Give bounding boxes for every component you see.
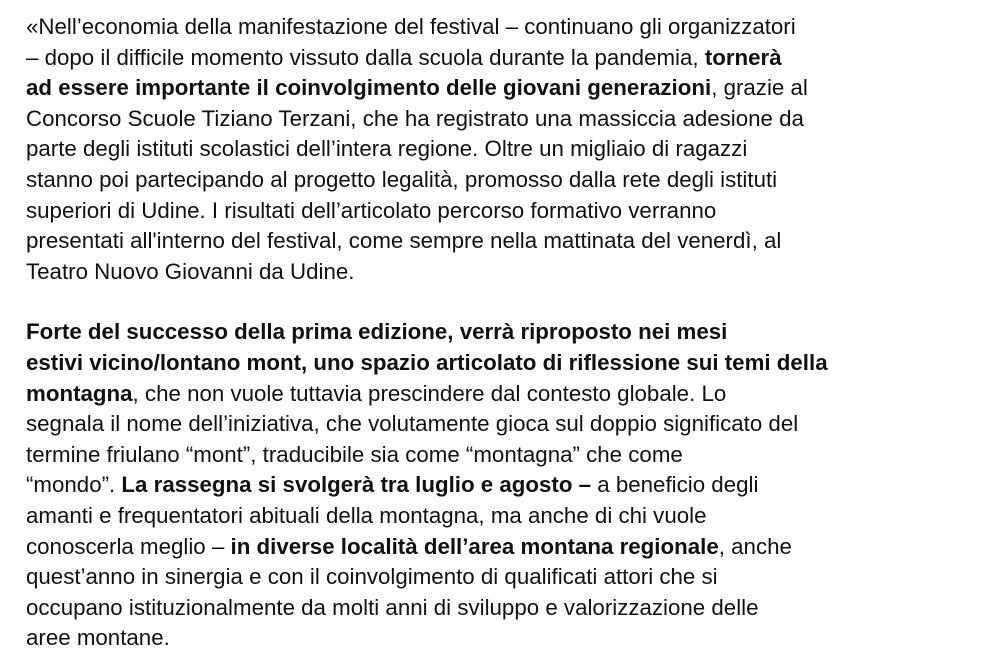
text-line [26, 440, 985, 471]
bold-text-segment: La rassegna si svolgerà tra luglio e agosto – [121, 472, 592, 498]
text-segment: segnala il nome dell’iniziativa, che volutamente gioca sul doppio significato del [26, 411, 799, 437]
text-line [26, 470, 985, 501]
text-line [26, 409, 985, 440]
bold-text-segment: Forte del successo della prima edizione, verrà riproposto nei mesi [26, 319, 728, 345]
bold-text-segment: estivi vicino/lontano mont, uno spazio articolato di riflessione sui temi della [26, 349, 828, 375]
text-segment: , che non vuole tuttavia prescindere dal contesto globale. Lo [132, 380, 727, 406]
article-body [26, 12, 985, 654]
text-line [26, 379, 985, 410]
text-line [26, 348, 985, 379]
text-line [26, 532, 985, 563]
text-segment: – dopo il difficile momento vissuto dalla scuola durante la pandemia, [26, 44, 705, 70]
text-segment: stanno poi partecipando al progetto legalità, promosso dalla rete degli istituti [26, 166, 778, 192]
text-segment: termine friulano “mont”, traducibile sia come “montagna” che come [26, 441, 683, 467]
paragraph-2 [26, 317, 985, 654]
text-segment: amanti e frequentatori abituali della montagna, ma anche di chi vuole [26, 502, 707, 528]
text-segment: a beneficio degli [591, 472, 759, 498]
text-line [26, 12, 985, 43]
text-segment: presentati all'interno del festival, come sempre nella mattinata del venerdì, al [26, 228, 782, 254]
bold-text-segment: montagna [26, 380, 133, 406]
text-line [26, 104, 985, 135]
text-line [26, 43, 985, 74]
text-line [26, 593, 985, 624]
text-segment: parte degli istituti scolastici dell’intera regione. Oltre un migliaio di ragazzi [26, 136, 748, 162]
text-segment: aree montane. [26, 625, 170, 651]
text-segment: , grazie al [711, 75, 808, 101]
text-segment: conoscerla meglio – [26, 533, 231, 559]
text-line [26, 257, 985, 288]
text-segment: Concorso Scuole Tiziano Terzani, che ha registrato una massiccia adesione da [26, 105, 804, 131]
text-line [26, 73, 985, 104]
bold-text-segment: ad essere importante il coinvolgimento delle giovani generazioni [26, 75, 712, 101]
text-line [26, 134, 985, 165]
text-line [26, 501, 985, 532]
text-segment: «Nell’economia della manifestazione del festival – continuano gli organizzatori [26, 14, 796, 39]
text-segment: “mondo”. [26, 472, 122, 498]
text-line [26, 196, 985, 227]
text-segment: Teatro Nuovo Giovanni da Udine. [26, 258, 355, 284]
text-line [26, 562, 985, 593]
text-line [26, 623, 985, 654]
text-segment: quest’anno in sinergia e con il coinvolgimento di qualificati attori che si [26, 564, 718, 590]
text-segment: , anche [718, 533, 792, 559]
text-line [26, 165, 985, 196]
bold-text-segment: in diverse località dell’area montana regionale [230, 533, 719, 559]
text-segment: superiori di Udine. I risultati dell’articolato percorso formativo verranno [26, 197, 717, 223]
text-line [26, 317, 985, 348]
bold-text-segment: tornerà [704, 44, 782, 70]
text-segment: occupano istituzionalmente da molti anni di sviluppo e valorizzazione delle [26, 594, 759, 620]
text-line [26, 226, 985, 257]
paragraph-1 [26, 12, 985, 287]
